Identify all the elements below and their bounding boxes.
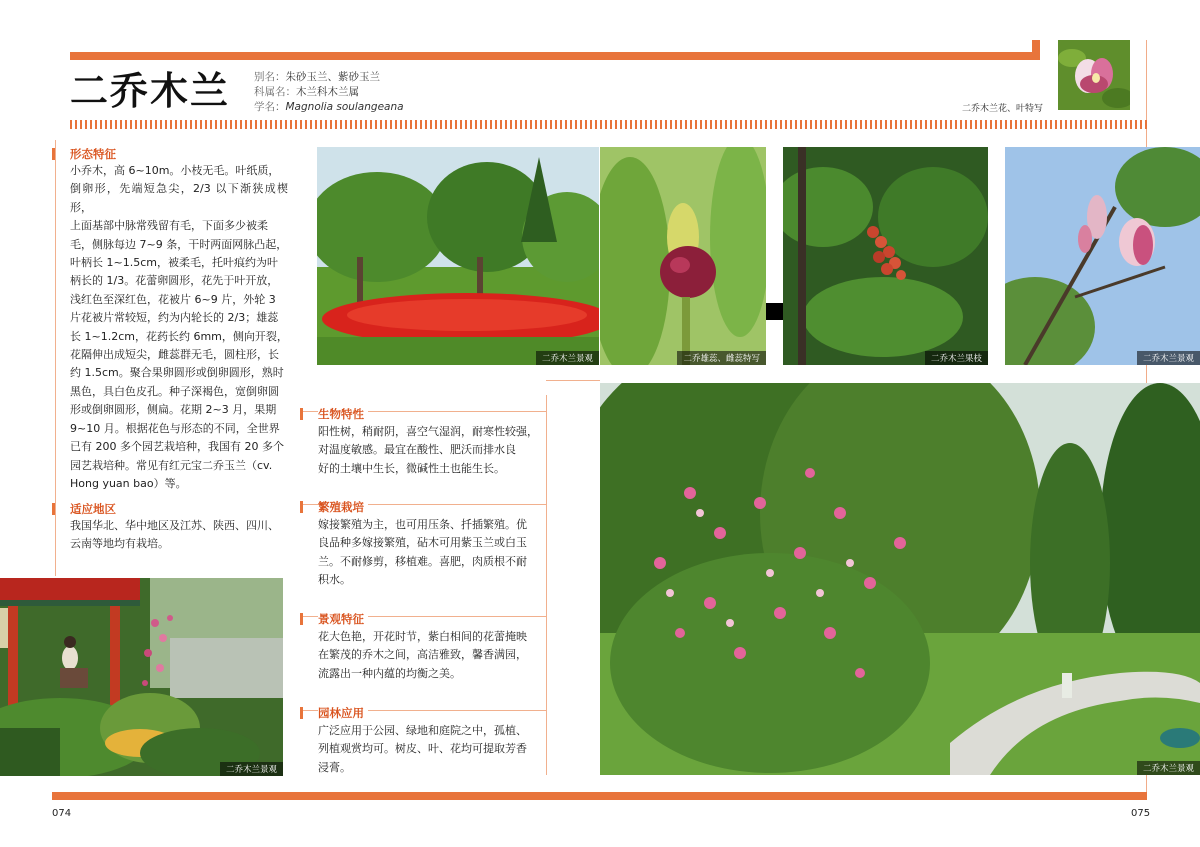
- species-meta: [254, 70, 404, 115]
- page-title: 二乔木兰: [70, 69, 231, 113]
- section-title-biology: 生物特性: [318, 406, 368, 422]
- garden-landscape-large-photo: [600, 383, 1200, 775]
- section-body-garden: 广泛应用于公园、绿地和庭院之中，孤植、 列植观赏均可。树皮、叶、花均可提取芳香 浸膏。: [318, 724, 527, 774]
- tick-rule: [70, 120, 1150, 129]
- section-body-propagation: 嫁接繁殖为主，也可用压条、扦插繁殖。优 良品种多嫁接繁殖，砧木可用紫玉兰或白玉 兰。不耐修剪，移植难。喜肥，肉质根不耐 积水。: [318, 518, 527, 587]
- middle-guide-line: [546, 395, 547, 775]
- thumbnail-flower-photo: [1058, 40, 1130, 110]
- section-body-region: 我国华北、华中地区及江苏、陕西、四川、 云南等地均有栽培。: [70, 519, 279, 551]
- photo-caption-6: 二乔木兰景观: [1137, 761, 1200, 775]
- section-title-landscape: 景观特征: [318, 611, 368, 627]
- photo-caption-2: 二乔雄蕊、雌蕊特写: [677, 351, 766, 365]
- alias-value: 朱砂玉兰、紫砂玉兰: [285, 71, 380, 83]
- scientific-value: Magnolia soulangeana: [285, 101, 404, 113]
- stamen-pistil-closeup-photo: [600, 147, 766, 365]
- photo-caption-5: 二乔木兰景观: [220, 762, 283, 776]
- thumbnail-caption: 二乔木兰花、叶特写: [962, 104, 1044, 114]
- bottom-orange-bar: [52, 792, 1147, 800]
- park-landscape-photo: [317, 147, 599, 365]
- section-title-region: 适应地区: [70, 502, 116, 516]
- flower-buds-landscape-photo: [1005, 147, 1200, 365]
- page-number-right: 075: [1131, 808, 1151, 819]
- section-title-propagation: 繁殖栽培: [318, 499, 368, 515]
- section-body-landscape: 花大色艳，开花时节，紫白相间的花蕾掩映 在繁茂的乔木之间，高洁雅致，馨香满园， 流露出一种内蕴的均衡之美。: [318, 630, 527, 680]
- section-body-morphology: 小乔木，高 6~10m。小枝无毛。叶纸质， 倒卵形，先端短急尖，2/3 以下渐狭成楔形， 上面基部中脉常残留有毛，下面多少被柔 毛，侧脉每边 7~9 条，干时两面网脉凸起， 叶柄长 1~1.5cm，被柔毛，托叶痕约为叶 柄长的 1/3。花蕾卵圆形，花先于叶开放， 浅红色至深红色，花被片 6~9 片，外轮 3 片花被片常较短，约为内轮长的 2/3；雄蕊 长 1~1.2cm，花药长约 6mm，侧向开裂， 花隔伸出成短尖，雌蕊群无毛，圆柱形，长 约 1.5cm。聚合果卵圆形或倒卵圆形，熟时 黑色，具白色皮孔。种子深褐色，宽倒卵圆 形或倒卵圆形，侧扁。花期 2~3 月，果期 9~10 月。根据花色与形态的不同，全世界 已有 200 多个园艺栽培种，我国有 20 多个 园艺栽培种。常见有红元宝二乔玉兰（cv. Hong yuan bao）等。: [70, 164, 288, 490]
- section-body-biology: 阳性树，稍耐阴，喜空气湿润，耐寒性较强， 对温度敏感。最宜在酸性、肥沃而排水良 好的土壤中生长，微碱性土也能生长。: [318, 425, 538, 475]
- alias-label: 别名：: [254, 71, 286, 83]
- black-marker-square: [766, 303, 783, 320]
- page-number-left: 074: [52, 808, 72, 819]
- section-title-garden: 园林应用: [318, 705, 368, 721]
- family-value: 木兰科木兰属: [296, 86, 359, 98]
- pavilion-landscape-photo: [0, 578, 283, 776]
- photo-caption-1: 二乔木兰景观: [536, 351, 599, 365]
- left-guide-line: [55, 140, 56, 576]
- top-bar-end-cap: [1032, 40, 1040, 60]
- section-title-morphology: 形态特征: [70, 147, 116, 161]
- fruit-branch-photo: [783, 147, 988, 365]
- photo-caption-4: 二乔木兰景观: [1137, 351, 1200, 365]
- family-label: 科属名：: [254, 86, 296, 98]
- photo-caption-3: 二乔木兰果枝: [925, 351, 988, 365]
- top-orange-bar: [70, 52, 1040, 60]
- connector-line: [546, 380, 600, 381]
- scientific-label: 学名：: [254, 101, 286, 113]
